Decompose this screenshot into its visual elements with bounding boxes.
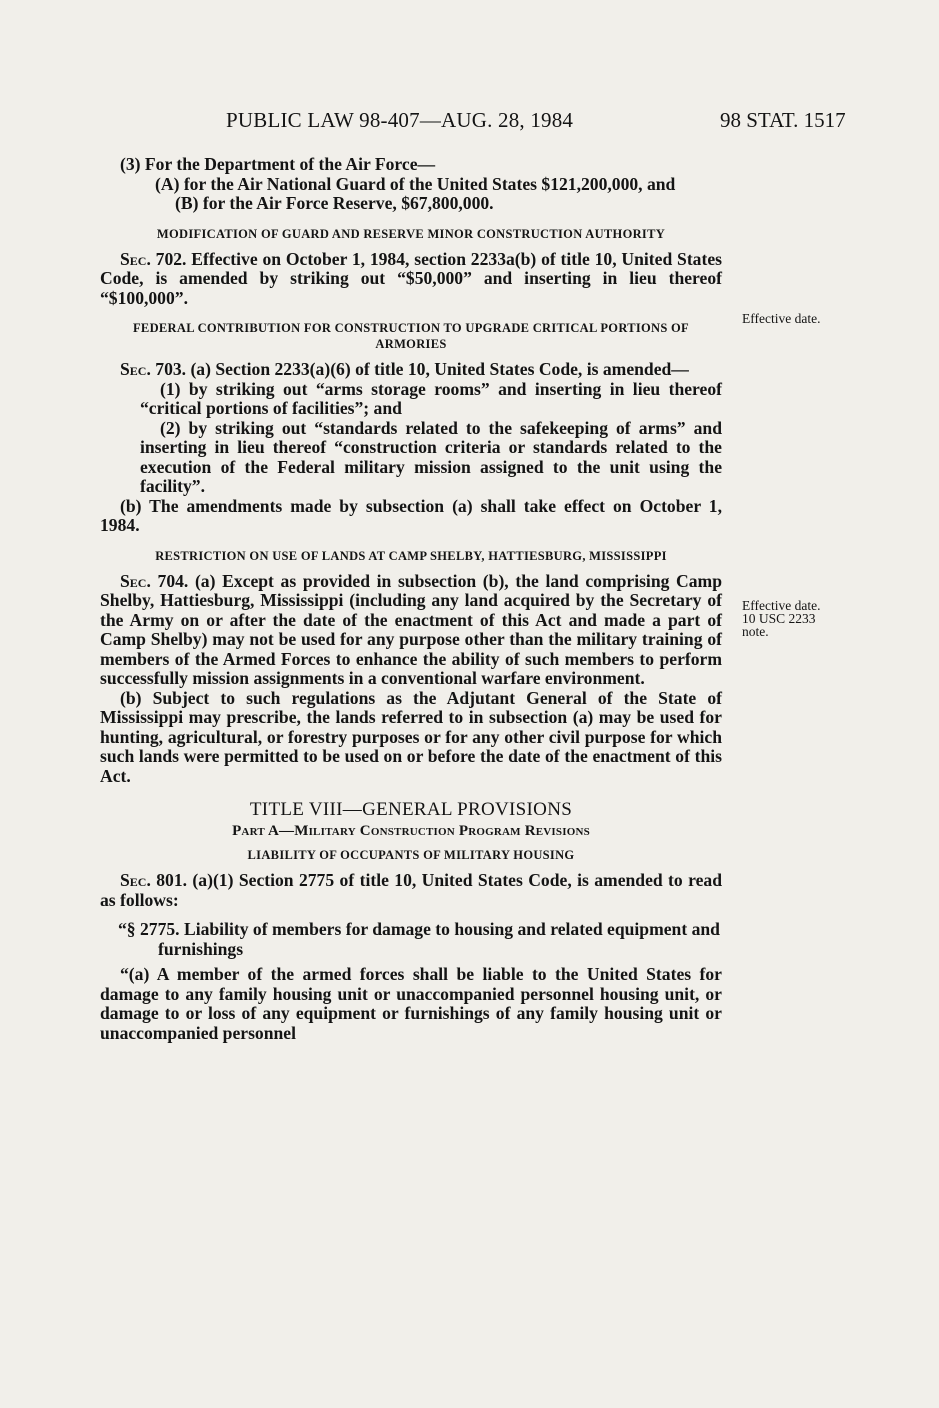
part-a-heading: Part A—Military Construction Program Revisions: [232, 822, 590, 839]
section-2775-subsection-a: “(a) A member of the armed forces shall be liable to the United States for damage to any family housing unit or unaccompanied personnel housing unit, or damage to or loss of any equipment or furnishings of any family housing unit or unaccompanied personnel: [100, 964, 722, 1043]
section-2775-title: “§ 2775. Liability of members for damage to housing and related equipment and furnishings: [118, 919, 720, 959]
air-force-paragraph: (3) For the Department of the Air Force—: [120, 154, 436, 174]
main-text-column: [100, 155, 722, 1043]
air-force-item-a: (A) for the Air National Guard of the United States $121,200,000, and: [155, 173, 676, 194]
section-702-text: 702. Effective on October 1, 1984, section 2233a(b) of title 10, United States Code, is amended by striking out “$50,000” and inserting in lieu thereof “$100,000”.: [100, 248, 722, 308]
air-force-item-b: (B) for the Air Force Reserve, $67,800,000.: [175, 193, 494, 213]
section-801-text: 801. (a)(1) Section 2775 of title 10, United States Code, is amended to read as follows:: [100, 870, 722, 910]
title-viii-heading: TITLE VIII—GENERAL PROVISIONS: [249, 799, 573, 820]
page-header-stat-number: 98 STAT. 1517: [720, 108, 846, 132]
section-label: Sec.: [120, 870, 151, 890]
section-704-subsection-b: (b) Subject to such regulations as the Adjutant General of the State of Mississippi may prescribe, the lands referred to in subsection (a) may be used for hunting, agricultural, or forestry purposes or for any other civil purpose for which such lands were permitted to be used on or before the date of the enactment of this Act.: [100, 687, 722, 786]
margin-note-line: 10 USC 2233: [742, 611, 816, 626]
margin-note-effective-date-702: Effective date.: [742, 311, 821, 326]
section-801-heading: LIABILITY OF OCCUPANTS OF MILITARY HOUSING: [247, 848, 575, 862]
section-703-item-1: (1) by striking out “arms storage rooms” and inserting in lieu thereof “critical portions of facilities”; and: [140, 378, 722, 418]
margin-note-line: note.: [742, 624, 769, 639]
section-702-heading: MODIFICATION OF GUARD AND RESERVE MINOR CONSTRUCTION AUTHORITY: [156, 226, 666, 241]
section-703-item-2: (2) by striking out “standards related to the safekeeping of arms” and inserting in lieu thereof “construction criteria or standards related to the execution of the Federal military mission assigned to the unit using the facility”.: [140, 417, 722, 496]
page-header-title: PUBLIC LAW 98-407—AUG. 28, 1984: [226, 108, 574, 132]
section-702-paragraph: [100, 250, 722, 309]
section-801-paragraph: [100, 871, 722, 910]
section-703-heading: FEDERAL CONTRIBUTION FOR CONSTRUCTION TO UPGRADE CRITICAL PORTIONS OF ARMORIES: [133, 321, 689, 351]
section-label: Sec.: [120, 248, 151, 269]
section-703-paragraph: [100, 360, 722, 380]
section-704-subsection-a: [100, 572, 722, 689]
section-703-text: 703. (a) Section 2233(a)(6) of title 10, United States Code, is amended—: [155, 359, 689, 379]
margin-note-line: Effective date.: [742, 598, 821, 613]
section-703-subsection-b: (b) The amendments made by subsection (a) shall take effect on October 1, 1984.: [100, 495, 722, 535]
section-label: Sec.: [120, 359, 151, 379]
section-704-text: 704. (a) Except as provided in subsection (b), the land comprising Camp Shelby, Hattiesburg, Mississippi (including any land acquired by the Secretary of the Army on or after the date of the enactment of this Act and made a part of Camp Shelby) may not be used for any purpose other than the military training of members of the Armed Forces to enhance the ability of such members to perform successfully mission assignments in a conventional warfare environment.: [100, 570, 722, 688]
margin-note-effective-date-703: [742, 599, 820, 638]
section-label: Sec.: [120, 570, 151, 591]
section-704-heading: RESTRICTION ON USE OF LANDS AT CAMP SHELBY, HATTIESBURG, MISSISSIPPI: [155, 548, 667, 563]
